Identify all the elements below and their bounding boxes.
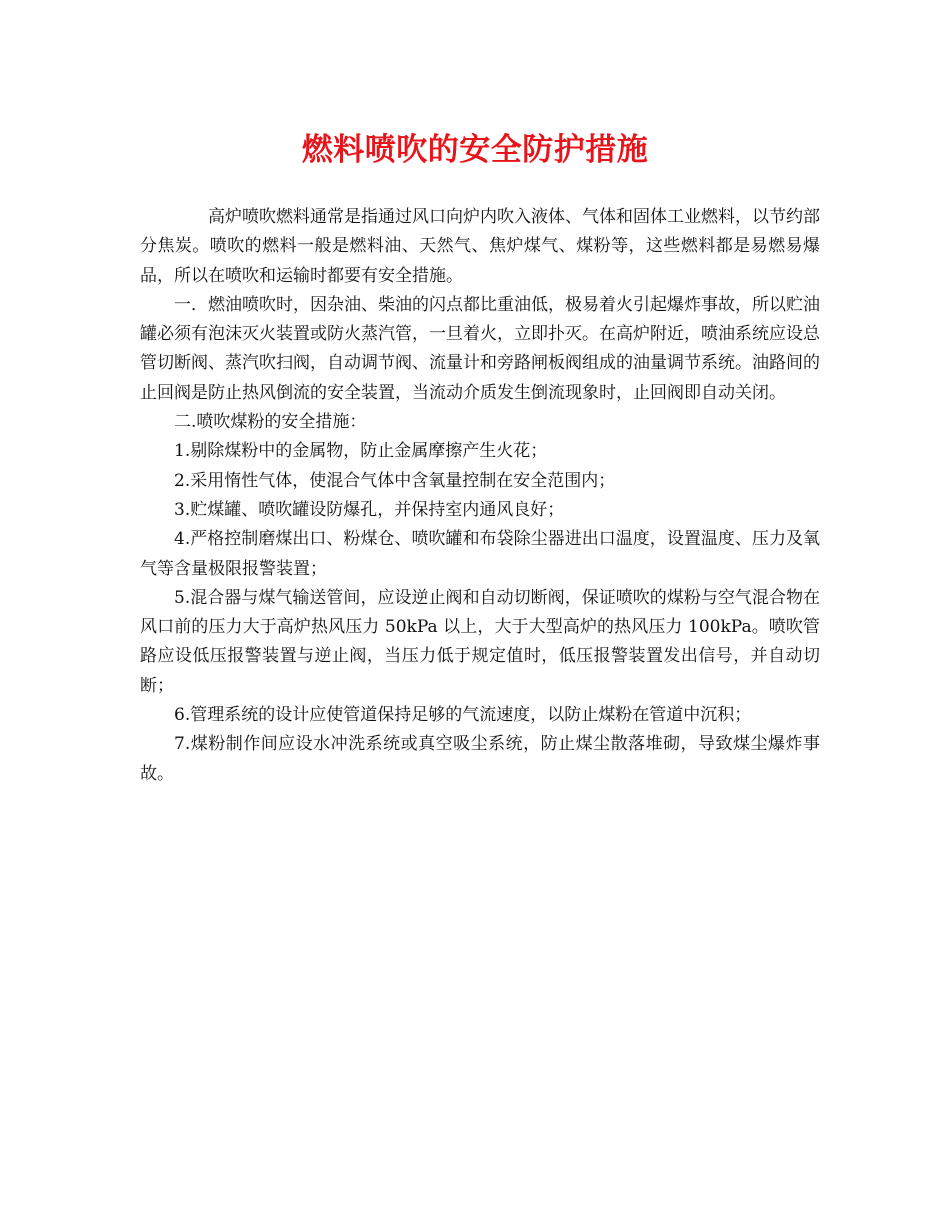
list-item: 2.采用惰性气体，使混合气体中含氧量控制在安全范围内； bbox=[174, 470, 616, 491]
list-item: 4.严格控制磨煤出口、粉煤仓、喷吹罐和布袋除尘器进出口温度，设置温度、压力及氧气等含量极限报警装置； bbox=[140, 529, 820, 579]
paragraph-coal-heading: 二.喷吹煤粉的安全措施： bbox=[174, 412, 367, 433]
list-item: 6.管理系统的设计应使管道保持足够的气流速度，以防止煤粉在管道中沉积； bbox=[174, 705, 752, 726]
list-item: 5.混合器与煤气输送管间，应设逆止阀和自动切断阀，保证喷吹的煤粉与空气混合物在风口前的压力大于高炉热风压力 50kPa 以上，大于大型高炉的热风压力 100kPa。喷吹管路应设低压报警装置与逆止阀，当压力低于规定值时，低压报警装置发出信号，并自动切断； bbox=[140, 587, 820, 696]
document-title: 燃料喷吹的安全防护措施 bbox=[301, 132, 649, 168]
list-item: 3.贮煤罐、喷吹罐设防爆孔，并保持室内通风良好； bbox=[174, 499, 565, 520]
document-body bbox=[140, 203, 820, 789]
list-item: 7.煤粉制作间应设水冲洗系统或真空吸尘系统，防止煤尘散落堆砌，导致煤尘爆炸事故。 bbox=[140, 734, 820, 784]
paragraph-intro: 高炉喷吹燃料通常是指通过风口向炉内吹入液体、气体和固体工业燃料，以节约部分焦炭。喷吹的燃料一般是燃料油、天然气、焦炉煤气、煤粉等，这些燃料都是易燃易爆品，所以在喷吹和运输时都要有安全措施。 bbox=[140, 207, 820, 286]
paragraph-oil-injection: 一．燃油喷吹时，因杂油、柴油的闪点都比重油低，极易着火引起爆炸事故，所以贮油罐必须有泡沫灭火装置或防火蒸汽管，一旦着火，立即扑灭。在高炉附近，喷油系统应设总管切断阀、蒸汽吹扫阀，自动调节阀、流量计和旁路闸板阀组成的油量调节系统。油路间的止回阀是防止热风倒流的安全装置，当流动介质发生倒流现象时，止回阀即自动关闭。 bbox=[140, 294, 820, 403]
list-item: 1.剔除煤粉中的金属物，防止金属摩擦产生火花； bbox=[174, 441, 548, 462]
